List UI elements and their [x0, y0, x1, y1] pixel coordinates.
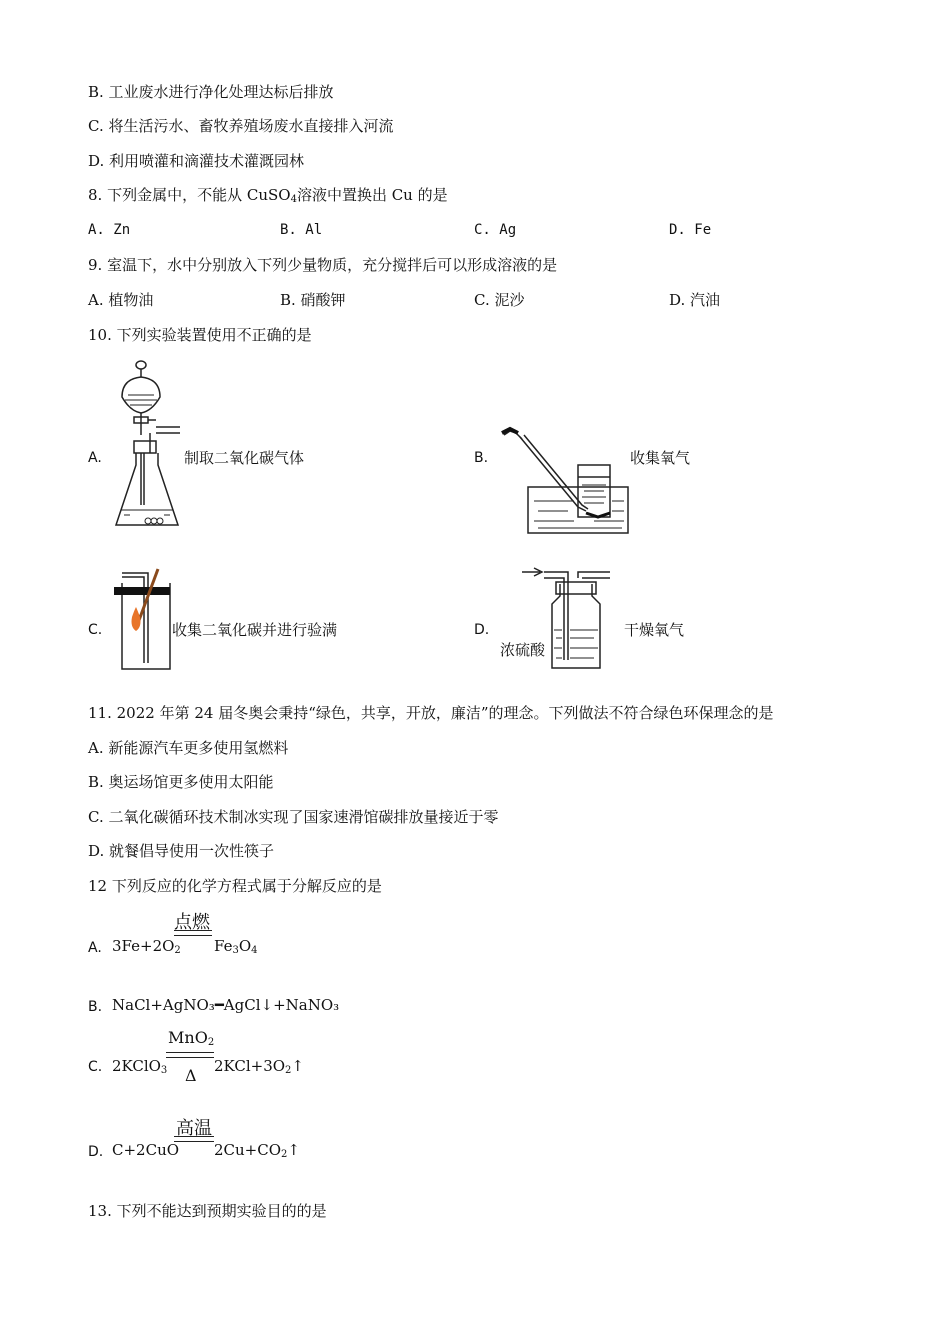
q8-option-b: B. Al [280, 222, 323, 238]
q10-option-a-label: A. [88, 450, 102, 466]
q11-stem: 11. 2022 年第 24 届冬奥会秉持“绿色，共享，开放，廉洁”的理念。下列做法不符合绿色环保理念的是 [88, 704, 774, 722]
q12-option-a-products: $Fe_3O_4$ [214, 937, 258, 956]
q9-stem: 9. 室温下，水中分别放入下列少量物质，充分搅拌后可以形成溶液的是 [88, 256, 558, 274]
q12-option-d-equals-sign [174, 1136, 214, 1142]
q12-option-a-label: A. [88, 940, 102, 956]
q12-option-d-products: $2Cu+CO_2↑$ [214, 1141, 300, 1160]
q8-option-d: D. Fe [669, 222, 712, 238]
q11-option-a: A. 新能源汽车更多使用氢燃料 [88, 739, 289, 757]
q7-option-d: D. 利用喷灌和滴灌技术灌溉园林 [88, 152, 305, 170]
q12-option-a-condition: 点燃 [174, 912, 210, 933]
q9-option-b: B. 硝酸钾 [280, 291, 346, 309]
q8-stem: 8. 下列金属中，不能从 CuSO$_4$溶液中置换出 Cu 的是 [88, 186, 448, 205]
q10-option-d-reagent-label: 浓硫酸 [500, 641, 546, 659]
q12-stem: 12 下列反应的化学方程式属于分解反应的是 [88, 877, 382, 895]
q12-option-c-reactants: 2KClO$_3$ [112, 1057, 168, 1076]
q12-option-d-condition: 高温 [176, 1118, 212, 1139]
q9-option-c: C. 泥沙 [474, 291, 525, 309]
q10-option-c-label: C. [88, 622, 103, 638]
q12-option-c-label: C. [88, 1059, 103, 1075]
q7-option-c: C. 将生活污水、畜牧养殖场废水直接排入河流 [88, 117, 394, 135]
q9-option-a: A. 植物油 [88, 291, 154, 309]
gas-collection-over-water-figure [498, 425, 630, 537]
q10-option-b-label: B. [474, 450, 489, 466]
q12-option-a-reactants: $3Fe+2O_2$ [112, 937, 181, 956]
q12-option-a-equals-sign [174, 930, 212, 936]
q9-option-d: D. 汽油 [669, 291, 721, 309]
q11-option-b: B. 奥运场馆更多使用太阳能 [88, 773, 274, 791]
q11-option-c: C. 二氧化碳循环技术制冰实现了国家速滑馆碳排放量接近于零 [88, 808, 499, 826]
q12-option-c-equals-sign [166, 1052, 214, 1058]
q12-option-d-label: D. [88, 1144, 104, 1160]
q12-option-c-products: $2KCl+3O_2↑$ [214, 1057, 304, 1076]
q12-option-c-catalyst: MnO$_2$ [168, 1028, 215, 1048]
q10-option-d-caption: 干燥氧气 [624, 621, 685, 639]
q10-option-d-label: D. [474, 622, 490, 638]
q10-stem: 10. 下列实验装置使用不正确的是 [88, 326, 312, 344]
q12-option-c-heat-symbol: Δ [185, 1066, 197, 1085]
q12-option-d-reactants: C+2CuO [112, 1141, 180, 1159]
q11-option-d: D. 就餐倡导使用一次性筷子 [88, 842, 275, 860]
q10-option-c-caption: 收集二氧化碳并进行验满 [172, 621, 338, 639]
q13-stem: 13. 下列不能达到预期实验目的的是 [88, 1202, 327, 1220]
q8-option-c: C. Ag [474, 222, 517, 238]
q10-option-a-caption: 制取二氧化碳气体 [184, 449, 305, 467]
q12-option-b-equation: NaCl+AgNO₃━AgCl↓+NaNO₃ [112, 996, 340, 1014]
q8-option-a: A. Zn [88, 222, 131, 238]
co2-generator-apparatus-figure [108, 355, 188, 535]
q10-option-b-caption: 收集氧气 [630, 449, 691, 467]
co2-collection-verification-figure [112, 565, 174, 671]
q7-option-b: B. 工业废水进行净化处理达标后排放 [88, 83, 334, 101]
q12-option-b-label: B. [88, 999, 103, 1015]
